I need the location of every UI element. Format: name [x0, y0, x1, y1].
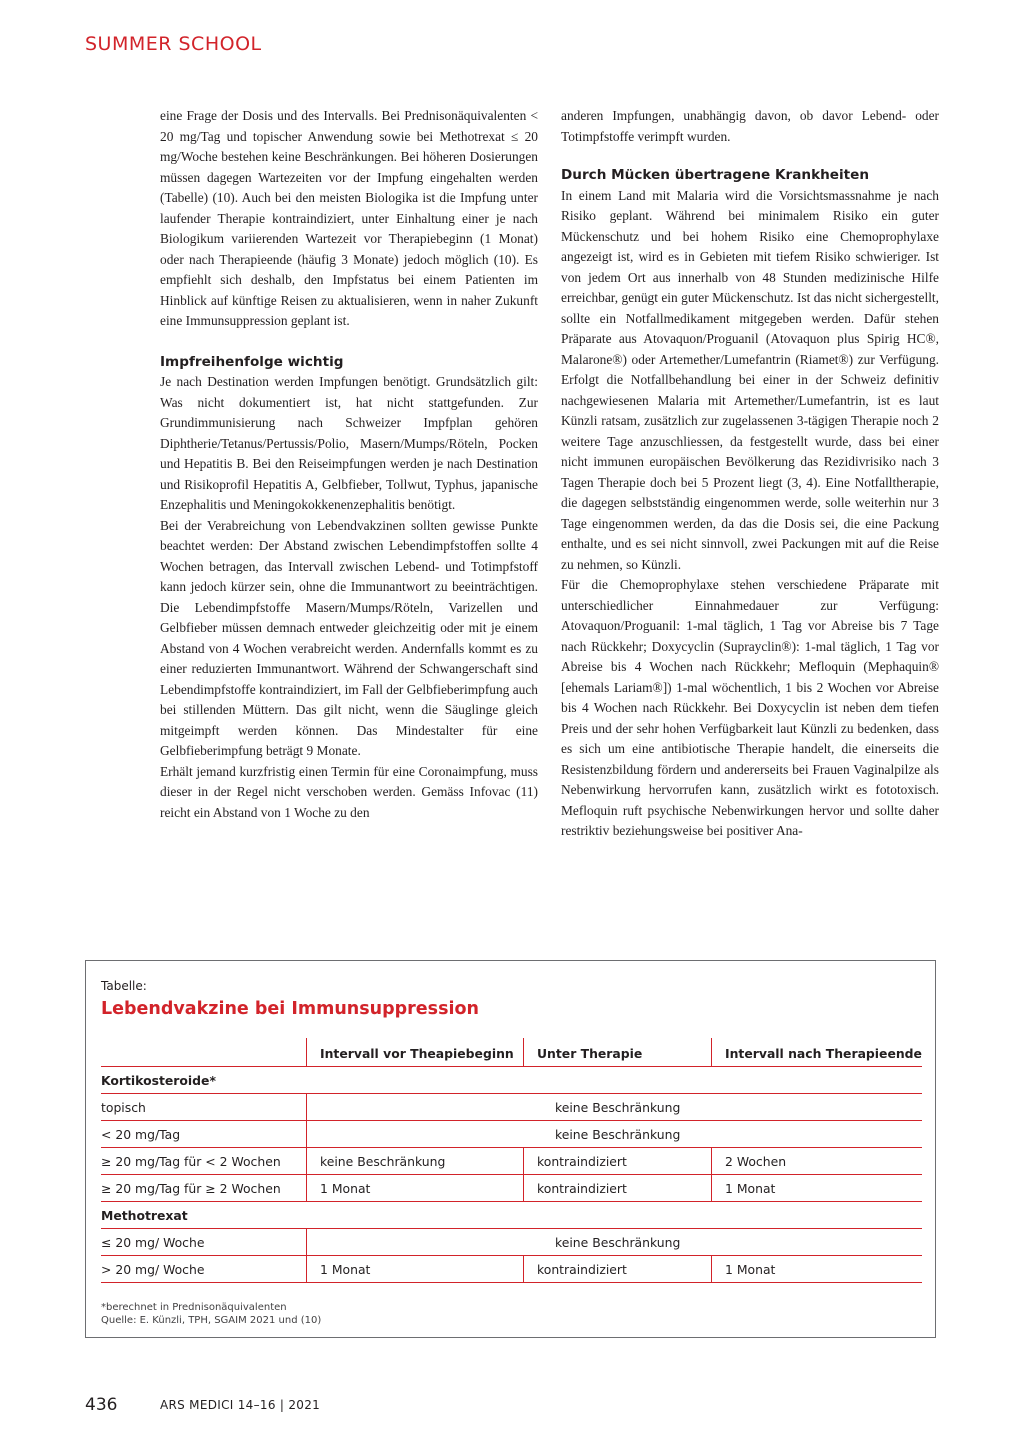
- paragraph: Bei der Verabreichung von Lebendvakzinen sollten gewisse Punkte beachtet werden: Der Abstand zwischen Lebendimpfstoffen sollte 4 Wochen betragen, das Intervall zwischen Lebend- und Totimpfstoff kann jedoch kürzer sein, ohne die Immunantwort zu beeinträchtigen. Die Lebendimpfstoffe Masern/Mumps/Röteln, Varizellen und Gelbfieber müssen demnach entweder gleichzeitig oder mit je einem Abstand von 4 Wochen verabreicht werden. Andernfalls kommt es zu einer reduzierten Immunantwort. Während der Schwangerschaft sind Lebendimpfstoffe kontraindiziert, im Fall der Gelbfieberimpfung auch bei stillenden Müttern. Das gilt nicht, wenn die Säuglinge gleich mitgeimpft werden können. Das Mindestalter für eine Gelbfieberimpfung beträgt 9 Monate.: [160, 517, 538, 758]
- group-label: Methotrexat: [101, 1208, 188, 1223]
- paragraph: In einem Land mit Malaria wird die Vorsichtsmassnahme je nach Risiko geplant. Während bei minimalem Risiko ein guter Mückenschutz und bei hohem Risiko eine Chemoprophylaxe angezeigt ist, wird es in Gebieten mit tiefem Risiko schwieriger. Ist von jedem Ort aus innerhalb von 48 Stunden medizinische Hilfe erreichbar, genügt ein guter Mückenschutz. Ist das nicht sichergestellt, sollte ein Notfallmedikament mitgegeben werden. Dafür stehen Präparate aus Atovaquon/Proguanil (Atovaquon plus Spirig HC®, Malarone®) oder Artemether/Lumefantrin (Riamet®) zur Verfügung. Erfolgt die Notfallbehandlung bei einer in der Schweiz definitiv nachgewiesenen Malaria mit Artemether/Lumefantrin, ist es laut Künzli ratsam, zusätzlich zur zugelassenen 3-tägigen Therapie noch 2 weitere Tage anzuschliessen, da festgestellt wurde, dass bei einer nicht immunen europäischen Bevölkerung das Rezidivrisiko nach 3 Tagen Therapie doch bei 5 Prozent liegt (3, 4). Eine Notfalltherapie, die dagegen selbstständig eingenommen werde, solle weiterhin nur 3 Tage eingenommen werden, da das die Dosis sei, die eine Packung enthalte, und es sei nicht sinnvoll, zwei Packungen mit auf die Reise zu nehmen, so Künzli.: [561, 187, 939, 572]
- table-notes: [101, 1301, 321, 1327]
- row-label: ≤ 20 mg/ Woche: [101, 1235, 205, 1250]
- table-group-row: [101, 1202, 922, 1229]
- article-column-left: [160, 106, 538, 823]
- table-cell: kontraindiziert: [537, 1181, 627, 1196]
- column-header: Intervall nach Therapieende: [725, 1046, 922, 1061]
- column-divider: [306, 1229, 307, 1255]
- column-divider: [711, 1038, 712, 1066]
- table-row: [101, 1175, 922, 1202]
- table-footnote: *berechnet in Prednisonäquivalenten: [101, 1302, 287, 1313]
- column-divider: [523, 1148, 524, 1174]
- column-divider: [711, 1256, 712, 1282]
- column-divider: [711, 1148, 712, 1174]
- section-header: SUMMER SCHOOL: [85, 33, 262, 55]
- table-row: [101, 1229, 922, 1256]
- subheading: Durch Mücken übertragene Krankheiten: [561, 167, 870, 183]
- paragraph: anderen Impfungen, unabhängig davon, ob davor Lebend- oder Totimpfstoffe verimpft wurden.: [561, 108, 939, 144]
- table-row: [101, 1094, 922, 1121]
- spanning-cell: keine Beschränkung: [555, 1235, 681, 1250]
- table-cell: kontraindiziert: [537, 1262, 627, 1277]
- row-label: < 20 mg/Tag: [101, 1127, 181, 1142]
- column-divider: [711, 1175, 712, 1201]
- column-divider: [306, 1256, 307, 1282]
- table-cell: 2 Wochen: [725, 1154, 787, 1169]
- column-header: Intervall vor Theapiebeginn: [320, 1046, 514, 1061]
- paragraph: eine Frage der Dosis und des Intervalls. Bei Prednisonäquivalenten < 20 mg/Tag und topischer Anwendung sowie bei Methotrexat ≤ 20 mg/Woche bestehen keine Beschränkungen. Bei höheren Dosierungen müssen dagegen Wartezeiten vor der Impfung eingehalten werden (Tabelle) (10). Auch bei den meisten Biologika ist die Impfung unter laufender Therapie kontraindiziert, unter Einhaltung einer je nach Biologikum variierenden Wartezeit vor Therapiebeginn (1 Monat) oder nach Therapieende (häufig 3 Monate) jedoch möglich (10). Es empfiehlt sich deshalb, den Impfstatus bei einem Patienten im Hinblick auf künftige Reisen zu aktualisieren, wenn in naher Zukunft eine Immunsuppression geplant ist.: [160, 108, 538, 328]
- spanning-cell: keine Beschränkung: [555, 1100, 681, 1115]
- vaccine-table: [101, 1038, 922, 1283]
- table-cell: 1 Monat: [725, 1181, 776, 1196]
- paragraph: Je nach Destination werden Impfungen benötigt. Grundsätzlich gilt: Was nicht dokumentiert ist, hat nicht stattgefunden. Zur Grundimmunisierung nach Schweizer Impfplan gehören Diphtherie/Tetanus/Pertussis/Polio, Masern/Mumps/Röteln, Pocken und Hepatitis B. Bei den Reiseimpfungen werden je nach Destination und Risikoprofil Hepatitis A, Gelbfieber, Tollwut, Typhus, japanische Enzephalitis und Meningokokkenenzephalitis benötigt.: [160, 374, 538, 512]
- table-title: Lebendvakzine bei Immunsuppression: [101, 999, 479, 1019]
- journal-issue: ARS MEDICI 14–16 | 2021: [160, 1398, 321, 1412]
- table-cell: kontraindiziert: [537, 1154, 627, 1169]
- column-divider: [306, 1175, 307, 1201]
- page-number: 436: [85, 1395, 118, 1415]
- table-cell: keine Beschränkung: [320, 1154, 446, 1169]
- column-divider: [306, 1094, 307, 1120]
- row-label: topisch: [101, 1100, 146, 1115]
- column-divider: [306, 1121, 307, 1147]
- table-kicker: Tabelle:: [101, 979, 147, 993]
- column-divider: [306, 1038, 307, 1066]
- table-source: Quelle: E. Künzli, TPH, SGAIM 2021 und (10): [101, 1315, 322, 1326]
- table-row: [101, 1256, 922, 1283]
- subheading: Impfreihenfolge wichtig: [160, 353, 344, 370]
- paragraph: Erhält jemand kurzfristig einen Termin für eine Coronaimpfung, muss dieser in der Regel nicht verschoben werden. Gemäss Infovac (11) reicht ein Abstand von 1 Woche zu den: [160, 763, 538, 820]
- paragraph: Für die Chemoprophylaxe stehen verschiedene Präparate mit unterschiedlicher Einnahmedauer zur Verfügung: Atovaquon/Proguanil: 1-mal täglich, 1 Tag vor Abreise bis 7 Tage nach Rückkehr; Doxycyclin (Suprayclin®): 1-mal täglich, 1 Tag vor Abreise bis 4 Wochen nach Rückkehr; Mefloquin (Mephaquin® [ehemals Lariam®]) 1-mal wöchentlich, 1 bis 2 Wochen vor Abreise bis 4 Wochen nach Rückkehr. Bei Doxycyclin ist neben dem tiefen Preis und der sehr hohen Verfügbarkeit laut Künzli zu bedenken, dass es sich um eine antibiotische Therapie handelt, die einerseits die Resistenzbildung fördern und andererseits bei Frauen Vaginalpilze als Nebenwirkung hervorrufen kann, zusätzlich wirkt es fototoxisch. Mefloquin ruft psychische Nebenwirkungen hervor und sollte daher restriktiv beziehungsweise bei positiver Ana-: [561, 577, 939, 838]
- row-label: ≥ 20 mg/Tag für < 2 Wochen: [101, 1154, 281, 1169]
- table-cell: 1 Monat: [320, 1262, 371, 1277]
- spanning-cell: keine Beschränkung: [555, 1127, 681, 1142]
- table-header-row: [101, 1038, 922, 1067]
- column-divider: [523, 1175, 524, 1201]
- row-label: > 20 mg/ Woche: [101, 1262, 205, 1277]
- table-group-row: [101, 1067, 922, 1094]
- column-divider: [523, 1256, 524, 1282]
- column-header: Unter Therapie: [537, 1046, 643, 1061]
- row-label: ≥ 20 mg/Tag für ≥ 2 Wochen: [101, 1181, 281, 1196]
- table-cell: 1 Monat: [320, 1181, 371, 1196]
- article-column-right: [561, 106, 939, 842]
- column-divider: [306, 1148, 307, 1174]
- table-box: [85, 960, 936, 1338]
- column-divider: [523, 1038, 524, 1066]
- table-row: [101, 1148, 922, 1175]
- group-label: Kortikosteroide*: [101, 1073, 216, 1088]
- table-cell: 1 Monat: [725, 1262, 776, 1277]
- table-row: [101, 1121, 922, 1148]
